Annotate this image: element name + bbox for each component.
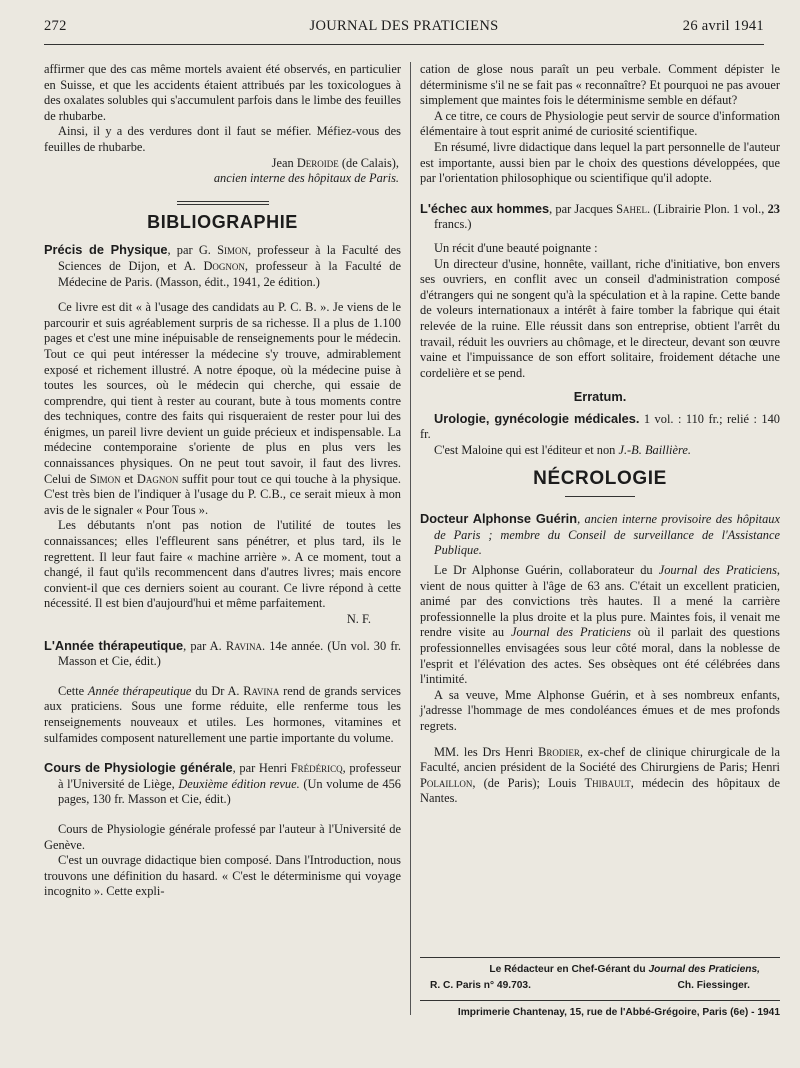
- journal-title: JOURNAL DES PRATICIENS: [309, 18, 499, 34]
- column-divider: [410, 62, 411, 1015]
- paragraph: affirmer que des cas même mortels avaient été observés, en particulier en Suisse, et que les accidents étaient attribués par les toxicologues à des oxalates solubles qui s'accumulent parfois dans le limbe des feuilles de rhubarbe.: [44, 62, 401, 123]
- review-paragraph: Cette Année thérapeutique du Dr A. Ravina rend de grands services aux praticiens. Sous une forme réduite, elle renferme tous les renseignements nouveaux et utiles. Les hormones, vitamines et sulfamides composent naturellement une partie importante du volume.: [44, 683, 401, 745]
- book-entry-heading: Précis de Physique, par G. Simon, professeur à la Faculté des Sciences de Dijon, et A. Dognon, professeur à la Faculté de Médecine de Paris. (Masson, édit., 1941, 2e édition.): [44, 242, 401, 289]
- book-entry-heading: Cours de Physiologie générale, par Henri Frédéricq, professeur à l'Université de Liège, Deuxième édition revue. (Un volume de 456 pages, 130 fr. Masson et Cie, édit.): [44, 760, 402, 807]
- obituary-paragraph: A sa veuve, Mme Alphonse Guérin, et à ses nombreux enfants, j'adresse l'hommage de mes condoléances émues et de mes profonds regrets.: [420, 687, 780, 733]
- footer-editor: Le Rédacteur en Chef-Gérant du Journal des Praticiens, R. C. Paris n° 49.703. Ch. Fiessinger.: [420, 962, 780, 994]
- paragraph: A ce titre, ce cours de Physiologie peut servir de source d'information élémentaire à tout esprit animé de curiosité scientifique.: [420, 108, 780, 139]
- review-paragraph: Un directeur d'usine, honnête, vaillant, riche d'initiative, bon envers ses ouvriers, en conflit avec un conseil d'administration composé d'étrangers qui ne songent qu'à la spéculation et à la rapine. Cette bande de voleurs internationaux a intérêt à faire tomber la fabrique qui était relevée de la ruine. Elle réussit dans son entreprise, obtient l'arrêt du travail, réduit les ouvriers au chômage, et le directeur, devant son œuvre vaine et l'impuissance de son effort solitaire, froidement détache une cordelière et se pend.: [420, 256, 780, 380]
- printer-line: Imprimerie Chantenay, 15, rue de l'Abbé-Grégoire, Paris (6e) - 1941: [457, 1007, 780, 1018]
- signature-title: ancien interne des hôpitaux de Paris.: [213, 171, 399, 186]
- review-paragraph: Cours de Physiologie générale professé par l'auteur à l'Université de Genève.: [44, 821, 401, 852]
- paragraph: Ainsi, il y a des verdures dont il faut se méfier. Méfiez-vous des feuilles de rhubarbe.: [44, 124, 401, 154]
- section-rule: [177, 201, 269, 205]
- review-paragraph: Un récit d'une beauté poignante :: [434, 240, 598, 255]
- obituary-paragraph: Le Dr Alphonse Guérin, collaborateur du Journal des Praticiens, vient de nous quitter à l'âge de 63 ans. C'était un excellent praticien, animé par des convictions très hautes. Il a mené la carrière professionnelle la plus droite et la plus pure. Maintes fois, il venait me rendre visite au Journal des Praticiens où il parlait des questions professionnelles envisagées sous leur côté moral, dans la noblesse de l'esprit et l'élévation des actes. Ses obsèques ont été célébrées dans l'intimité.: [420, 563, 781, 687]
- section-title-bibliographie: BIBLIOGRAPHIE: [147, 211, 298, 232]
- obituary-paragraph: MM. les Drs Henri Brodier, ex-chef de clinique chirurgicale de la Faculté, ancien président de la Société des Chirurgiens de Paris; Henri Polaillon, (de Paris); Louis Thibault, médecin des hôpitaux de Nantes.: [420, 744, 780, 806]
- erratum-entry: Urologie, gynécologie médicales. 1 vol. : 110 fr.; relié : 140 fr.: [420, 410, 780, 442]
- right-column: [420, 62, 780, 807]
- review-paragraph: Les débutants n'ont pas notion de l'utilité de toutes les connaissances; elles l'effleurent sans pénétrer, et plus tard, ils le regrettent. Il leur faut faire « machine arrière ». A ce moment, tout a changé, il faut qu'ils recommencent dans d'autres livres; mais encore convient-il que ces derniers soient au courant. Ce livre répond à cette nécessité. Il est bien d'aujourd'hui et même parfaitement.: [44, 518, 401, 611]
- page-number: 272: [44, 18, 67, 34]
- obituary-heading: Docteur Alphonse Guérin, ancien interne provisoire des hôpitaux de Paris ; membre du Conseil de surveillance de l'Assistance Publique.: [420, 511, 780, 558]
- review-paragraph: C'est un ouvrage didactique bien composé. Dans l'Introduction, nous trouvons une définition du hasard. « C'est le déterminisme qui voyage incognito ». Cette expli-: [44, 853, 401, 899]
- registry-number: R. C. Paris n° 49.703.: [430, 980, 531, 991]
- left-column: [44, 62, 401, 900]
- section-title-necrologie: NÉCROLOGIE: [533, 467, 667, 489]
- issue-date: 26 avril 1941: [682, 18, 764, 34]
- review-signature: N. F.: [346, 612, 371, 626]
- erratum-title: Erratum.: [573, 389, 627, 405]
- footer-rule: [420, 1000, 780, 1001]
- header-rule: [44, 44, 764, 45]
- running-header: [44, 18, 764, 40]
- book-entry-heading: L'échec aux hommes, par Jacques Sahel. (Librairie Plon. 1 vol., 23 francs.): [420, 200, 780, 232]
- paragraph: En résumé, livre didactique dans lequel la part personnelle de l'auteur est importante, aussi bien par le choix des questions développées, que par l'orientation philosophique ou scientifique qu'il adopte.: [420, 139, 780, 186]
- book-entry-heading: L'Année thérapeutique, par A. Ravina. 14e année. (Un vol. 30 fr. Masson et Cie, édit.): [44, 637, 401, 669]
- paragraph: cation de glose nous paraît un peu verbale. Comment dépister le déterminisme s'il ne se fait pas « reconnaître? Et pourquoi ne pas avouer simplement que maintes fois le déterminisme semble en défaut?: [420, 62, 780, 108]
- erratum-text: C'est Maloine qui est l'éditeur et non J.-B. Baillière.: [434, 443, 691, 458]
- manager-name: Ch. Fiessinger.: [677, 980, 750, 991]
- signature: Jean Deroide (de Calais),: [271, 155, 399, 170]
- review-paragraph: Ce livre est dit « à l'usage des candidats au P. C. B. ». Je viens de le parcourir et suis agréablement surpris de sa richesse. Il a plus de 1.100 pages et c'est une mine inépuisable de renseignements pour le médecin. Tout ce qui peut intéresser la médecine s'y trouve, admirablement exposé et richement illustré. A notre époque, où la médecine puise à toutes les sources, où le médecin qui cherche, qui essaie de comprendre, qui tient à rester au courant, bute à tous moments contre des techniques, contre des faits qui risqueraient de rester pour lui des énigmes, un pareil livre devient un guide précieux et indispensable. La médecine contemporaine s'oriente de plus en plus vers les connaissances physiques. On ne peut tout savoir, il faut des livres. Celui de Simon et Dagnon suffit pour tout ce qui touche à la physique. C'est très bien de l'indiquer à l'usage du P. C.B., ce serait mieux à mon avis de le signaler « Pour Tous ».: [44, 300, 401, 517]
- footer-rule: [420, 957, 780, 958]
